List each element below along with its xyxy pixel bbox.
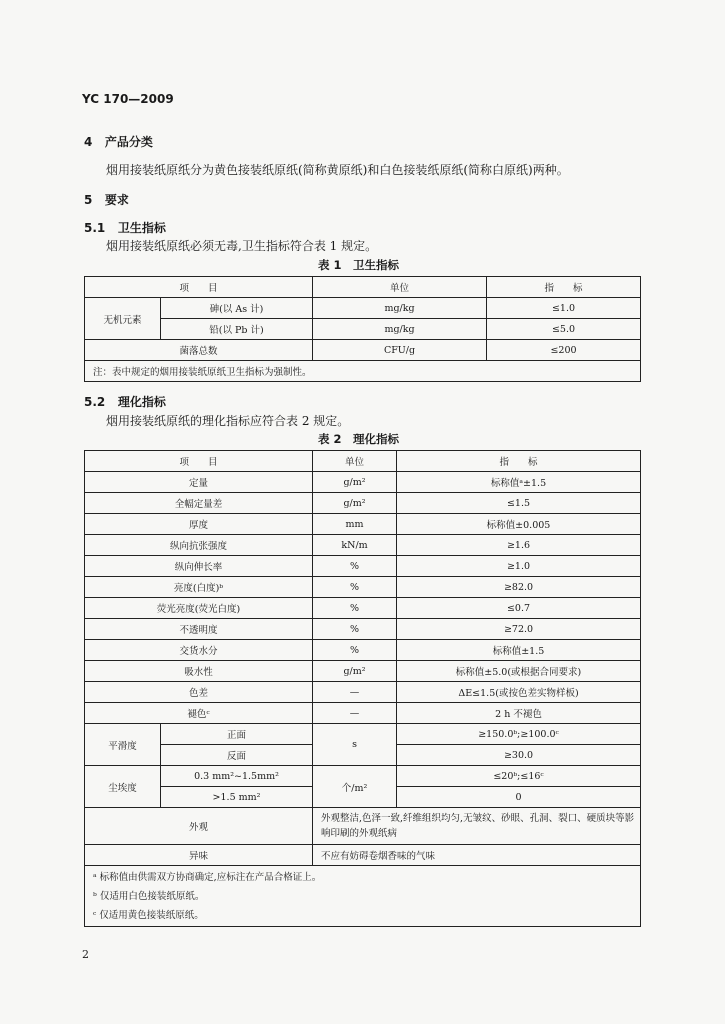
t1-row-unit: mg/kg [313,319,487,340]
t1-header-item: 项 目 [85,277,313,298]
t2-dirt-value: 0 [397,787,641,808]
t2-row-unit: kN/m [313,535,397,556]
t2-odor-item: 异味 [85,845,313,866]
table2-caption: 表 2 理化指标 [318,432,400,446]
table1 [84,276,641,382]
t2-smooth-value: ≥30.0 [397,745,641,766]
t1-row-value: ≤200 [487,340,641,361]
sec5-num: 5 [84,193,93,207]
t2-row-unit: % [313,598,397,619]
t2-row-value: 2 h 不褪色 [397,703,641,724]
t2-row-value: ≥1.0 [397,556,641,577]
t2-row-unit: % [313,619,397,640]
t2-appearance-item: 外观 [85,808,313,845]
t2-smooth-item: 反面 [161,745,313,766]
t2-row-item: 吸水性 [85,661,313,682]
t2-smooth-group: 平滑度 [85,724,161,766]
t2-dirt-item: >1.5 mm² [161,787,313,808]
sec4-heading [84,133,153,150]
t2-row-value: ΔE≤1.5(或按色差实物样板) [397,682,641,703]
sec52-num: 5.2 [84,395,106,409]
t2-row-item: 定量 [85,472,313,493]
t2-row-unit: g/m² [313,472,397,493]
t2-row-item: 色差 [85,682,313,703]
t1-header-value: 指 标 [487,277,641,298]
t2-smooth-value: ≥150.0ᵇ;≥100.0ᶜ [397,724,641,745]
table2 [84,450,641,927]
t2-row-value: 标称值±1.5 [397,640,641,661]
t2-smooth-unit: s [313,724,397,766]
t2-dirt-value: ≤20ᵇ;≤16ᶜ [397,766,641,787]
t2-row-value: ≤1.5 [397,493,641,514]
t2-header-value: 指 标 [397,451,641,472]
sec52-heading [84,393,166,410]
t2-row-item: 荧光亮度(荧光白度) [85,598,313,619]
t1-row-item: 砷(以 As 计) [161,298,313,319]
t1-row-value: ≤1.0 [487,298,641,319]
t2-row-item: 纵向抗张强度 [85,535,313,556]
t2-row-value: 标称值±0.005 [397,514,641,535]
t2-row-item: 亮度(白度)ᵇ [85,577,313,598]
sec51-num: 5.1 [84,221,106,235]
t2-row-unit: mm [313,514,397,535]
sec5-title: 要求 [104,193,129,207]
t1-group: 无机元素 [85,298,161,340]
t2-row-unit: — [313,682,397,703]
t1-header-unit: 单位 [313,277,487,298]
t2-row-value: ≤0.7 [397,598,641,619]
t2-dirt-unit: 个/m² [313,766,397,808]
sec52-title: 理化指标 [117,395,166,409]
sec51-text: 烟用接装纸原纸必须无毒,卫生指标符合表 1 规定。 [106,239,378,253]
t2-header-unit: 单位 [313,451,397,472]
t2-header-item: 项 目 [85,451,313,472]
doc-id: YC 170—2009 [82,92,174,106]
sec4-num: 4 [84,135,93,149]
t2-notes [85,866,641,927]
t2-smooth-item: 正面 [161,724,313,745]
t2-row-value: ≥1.6 [397,535,641,556]
t2-row-item: 全幅定量差 [85,493,313,514]
sec5-heading [84,191,129,208]
t2-row-unit: % [313,640,397,661]
t2-row-unit: g/m² [313,661,397,682]
t2-row-value: 标称值±5.0(或根据合同要求) [397,661,641,682]
t1-row-unit: CFU/g [313,340,487,361]
sec52-text: 烟用接装纸原纸的理化指标应符合表 2 规定。 [106,414,350,428]
t2-odor-value: 不应有妨碍卷烟香味的气味 [313,845,641,866]
t2-note-b: ᵇ 仅适用白色接装纸原纸。 [93,891,205,902]
t2-row-value: ≥82.0 [397,577,641,598]
t2-dirt-group: 尘埃度 [85,766,161,808]
t2-dirt-item: 0.3 mm²~1.5mm² [161,766,313,787]
t2-appearance-value: 外观整洁,色泽一致,纤维组织均匀,无皱纹、砂眼、孔洞、裂口、硬质块等影响印刷的外观纸病 [313,808,641,845]
t2-row-unit: % [313,556,397,577]
t2-row-item: 交货水分 [85,640,313,661]
t2-row-unit: g/m² [313,493,397,514]
t2-row-unit: % [313,577,397,598]
t2-row-item: 褪色ᶜ [85,703,313,724]
t1-row-value: ≤5.0 [487,319,641,340]
t1-note: 注：表中规定的烟用接装纸原纸卫生指标为强制性。 [85,361,641,382]
t2-note-a: ᵃ 标称值由供需双方协商确定,应标注在产品合格证上。 [93,872,322,883]
t1-row-item: 菌落总数 [85,340,313,361]
sec4-text: 烟用接装纸原纸分为黄色接装纸原纸(简称黄原纸)和白色接装纸原纸(简称白原纸)两种。 [106,163,569,177]
page-number: 2 [82,948,89,961]
t2-note-c: ᶜ 仅适用黄色接装纸原纸。 [93,910,204,921]
table1-caption: 表 1 卫生指标 [318,258,400,272]
t1-row-item: 铅(以 Pb 计) [161,319,313,340]
sec51-title: 卫生指标 [117,221,166,235]
t2-row-item: 厚度 [85,514,313,535]
t1-row-unit: mg/kg [313,298,487,319]
t2-row-value: ≥72.0 [397,619,641,640]
t2-row-unit: — [313,703,397,724]
sec51-heading [84,219,166,236]
t2-row-item: 不透明度 [85,619,313,640]
t2-row-item: 纵向伸长率 [85,556,313,577]
sec4-title: 产品分类 [104,135,153,149]
t2-row-value: 标称值ᵃ±1.5 [397,472,641,493]
